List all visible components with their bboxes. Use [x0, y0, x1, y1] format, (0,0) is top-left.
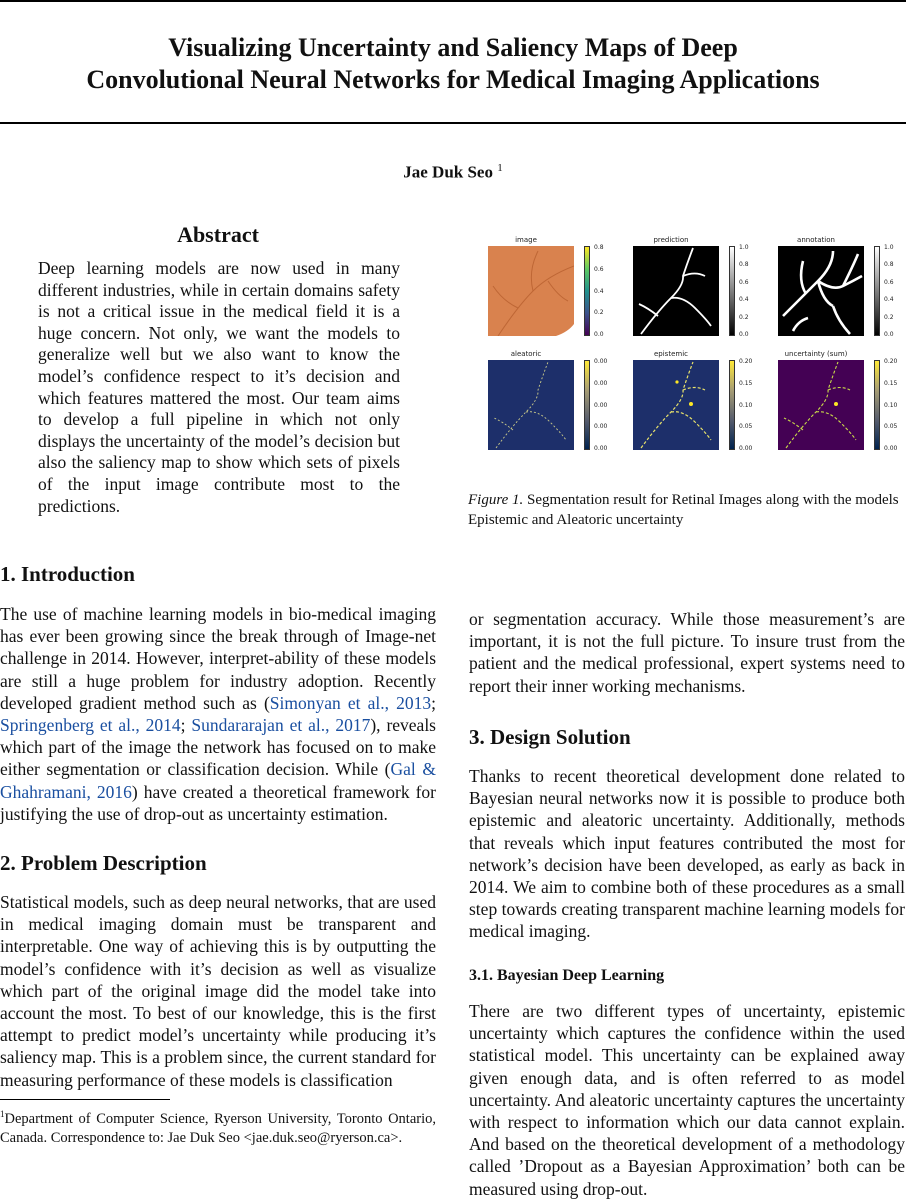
- problem-heading: 2. Problem Description: [0, 851, 207, 875]
- colorbar: [584, 360, 590, 450]
- colorbar-ticks: 1.0 0.8 0.6 0.4 0.2 0.0: [884, 244, 894, 338]
- figure-1: [478, 236, 906, 464]
- bayesian-paragraph: There are two different types of uncertainty, epistemic uncertainty which captures the confidence within the used statistical model. This uncertainty can be explained away given enough data, and is often referred to as model uncertainty. And aleatoric uncertainty captures the uncertainty with respect to information which our data cannot explain. And based on the theoretical development of a methodology called ’Dropout as a Bayesian Approximation’ both can be measured using drop-out.: [469, 1001, 905, 1199]
- colorbar: [729, 246, 735, 336]
- footnote: [0, 1105, 436, 1148]
- title-line-2: Convolutional Neural Networks for Medical Imaging Applications: [86, 65, 820, 94]
- panel-prediction: [623, 236, 761, 346]
- citation-link[interactable]: Gal & Ghahramani, 2016: [0, 759, 436, 802]
- panel-title: prediction: [653, 236, 689, 244]
- colorbar-ticks: 0.20 0.15 0.10 0.05 0.00: [739, 358, 753, 452]
- colorbar-ticks: 0.00 0.00 0.00 0.00 0.00: [594, 358, 608, 452]
- continuation-paragraph: or segmentation accuracy. While those measurement’s are important, it is not the full picture. To insure trust from the patient and the medical professional, expert systems need to report their inner working mechanisms.: [469, 609, 905, 696]
- epistemic-image: [633, 360, 719, 450]
- figure-label: Figure 1.: [468, 492, 524, 508]
- panel-title: epistemic: [653, 350, 688, 358]
- panel-epistemic: [623, 350, 761, 460]
- citation-link[interactable]: Simonyan et al., 2013: [269, 692, 432, 713]
- colorbar-ticks: 0.8 0.6 0.4 0.2 0.0: [594, 244, 604, 338]
- figure-caption: [468, 490, 906, 530]
- panel-aleatoric: [478, 350, 616, 460]
- bayesian-heading: 3.1. Bayesian Deep Learning: [469, 967, 665, 984]
- panel-uncertainty-sum: [768, 350, 906, 460]
- abstract-heading: Abstract: [177, 222, 259, 247]
- abstract-text: Deep learning models are now used in many different industries, while in certain domains safety is not a critical issue in the medical field it is a huge concern. Not only, we want the models to generalize well but we also want to know the model’s confidence respect to it’s decision and which features mattered the most. Our team aims to develop a full pipeline in which not only displays the uncertainty of the model’s decision but also the saliency map to show which sets of pixels of the input image contribute most to the predictions.: [38, 258, 400, 516]
- colorbar: [874, 360, 880, 450]
- aleatoric-image: [488, 360, 574, 450]
- footnote-mark: 1: [0, 1109, 5, 1119]
- prediction-image: [633, 246, 719, 336]
- paper-title: [0, 32, 906, 96]
- colorbar-ticks: 1.0 0.8 0.6 0.4 0.2 0.0: [739, 244, 749, 338]
- design-heading: 3. Design Solution: [469, 725, 631, 749]
- panel-title: aleatoric: [510, 350, 542, 358]
- caption-text: Segmentation result for Retinal Images along with the models Epistemic and Aleatoric uncertainty: [468, 492, 899, 528]
- panel-title: image: [515, 236, 537, 244]
- panel-annotation: [768, 236, 906, 346]
- author-line: [0, 162, 906, 183]
- panel-image: [478, 236, 616, 346]
- design-paragraph: Thanks to recent theoretical development done related to Bayesian neural networks now it is possible to produce both epistemic and aleatoric uncertainty. Additionally, methods that reveals which input features contributed the most for network’s decision have been developed, as early as back in 2014. We aim to combine both of these procedures as a small step towards creating transparent machine learning models for medical imaging.: [469, 766, 905, 942]
- annotation-image: [778, 246, 864, 336]
- citation-link[interactable]: Springenberg et al., 2014: [0, 715, 181, 736]
- footnote-rule: [0, 1099, 170, 1100]
- footnote-text: Department of Computer Science, Ryerson University, Toronto Ontario, Canada. Correspondence to: Jae Duk Seo <jae.duk.seo@ryerson.ca>.: [0, 1110, 436, 1146]
- intro-heading: 1. Introduction: [0, 562, 135, 586]
- colorbar: [584, 246, 590, 336]
- title-line-1: Visualizing Uncertainty and Saliency Maps of Deep: [168, 33, 738, 62]
- problem-paragraph: Statistical models, such as deep neural networks, that are used in medical imaging domain must be transparent and interpretable. One way of achieving this is by outputting the model’s confidence with it’s decision as well as visualize which part of the original image did the model take into account the most. To best of our knowledge, this is the first attempt to predict model’s uncertainty while producing it’s saliency map. This is a problem since, the current standard for measuring performance of these models is classification: [0, 892, 436, 1090]
- colorbar: [874, 246, 880, 336]
- citation-link[interactable]: Sundararajan et al., 2017: [191, 715, 371, 736]
- top-rule: [0, 0, 906, 2]
- panel-title: annotation: [797, 236, 835, 244]
- title-rule: [0, 122, 906, 124]
- colorbar-ticks: 0.20 0.15 0.10 0.05 0.00: [884, 358, 898, 452]
- retina-image: [488, 246, 574, 336]
- colorbar: [729, 360, 735, 450]
- intro-paragraph: The use of machine learning models in bio-medical imaging has ever been growing since the break through of Image-net challenge in 2014. However, interpret-ability of these models are still a huge problem for industry adoption. Recently developed gradient method such as (Simonyan et al., 2013; Springenberg et al., 2014; Sundararajan et al., 2017), reveals which part of the image the network has focused on to make either segmentation or classification decision. While (Gal & Ghahramani, 2016) have created a theoretical framework for justifying the use of drop-out as uncertainty estimation.: [0, 604, 436, 824]
- author-name: Jae Duk Seo: [403, 162, 493, 182]
- uncertainty-image: [778, 360, 864, 450]
- affiliation-mark: 1: [497, 162, 503, 174]
- panel-title: uncertainty (sum): [784, 350, 848, 358]
